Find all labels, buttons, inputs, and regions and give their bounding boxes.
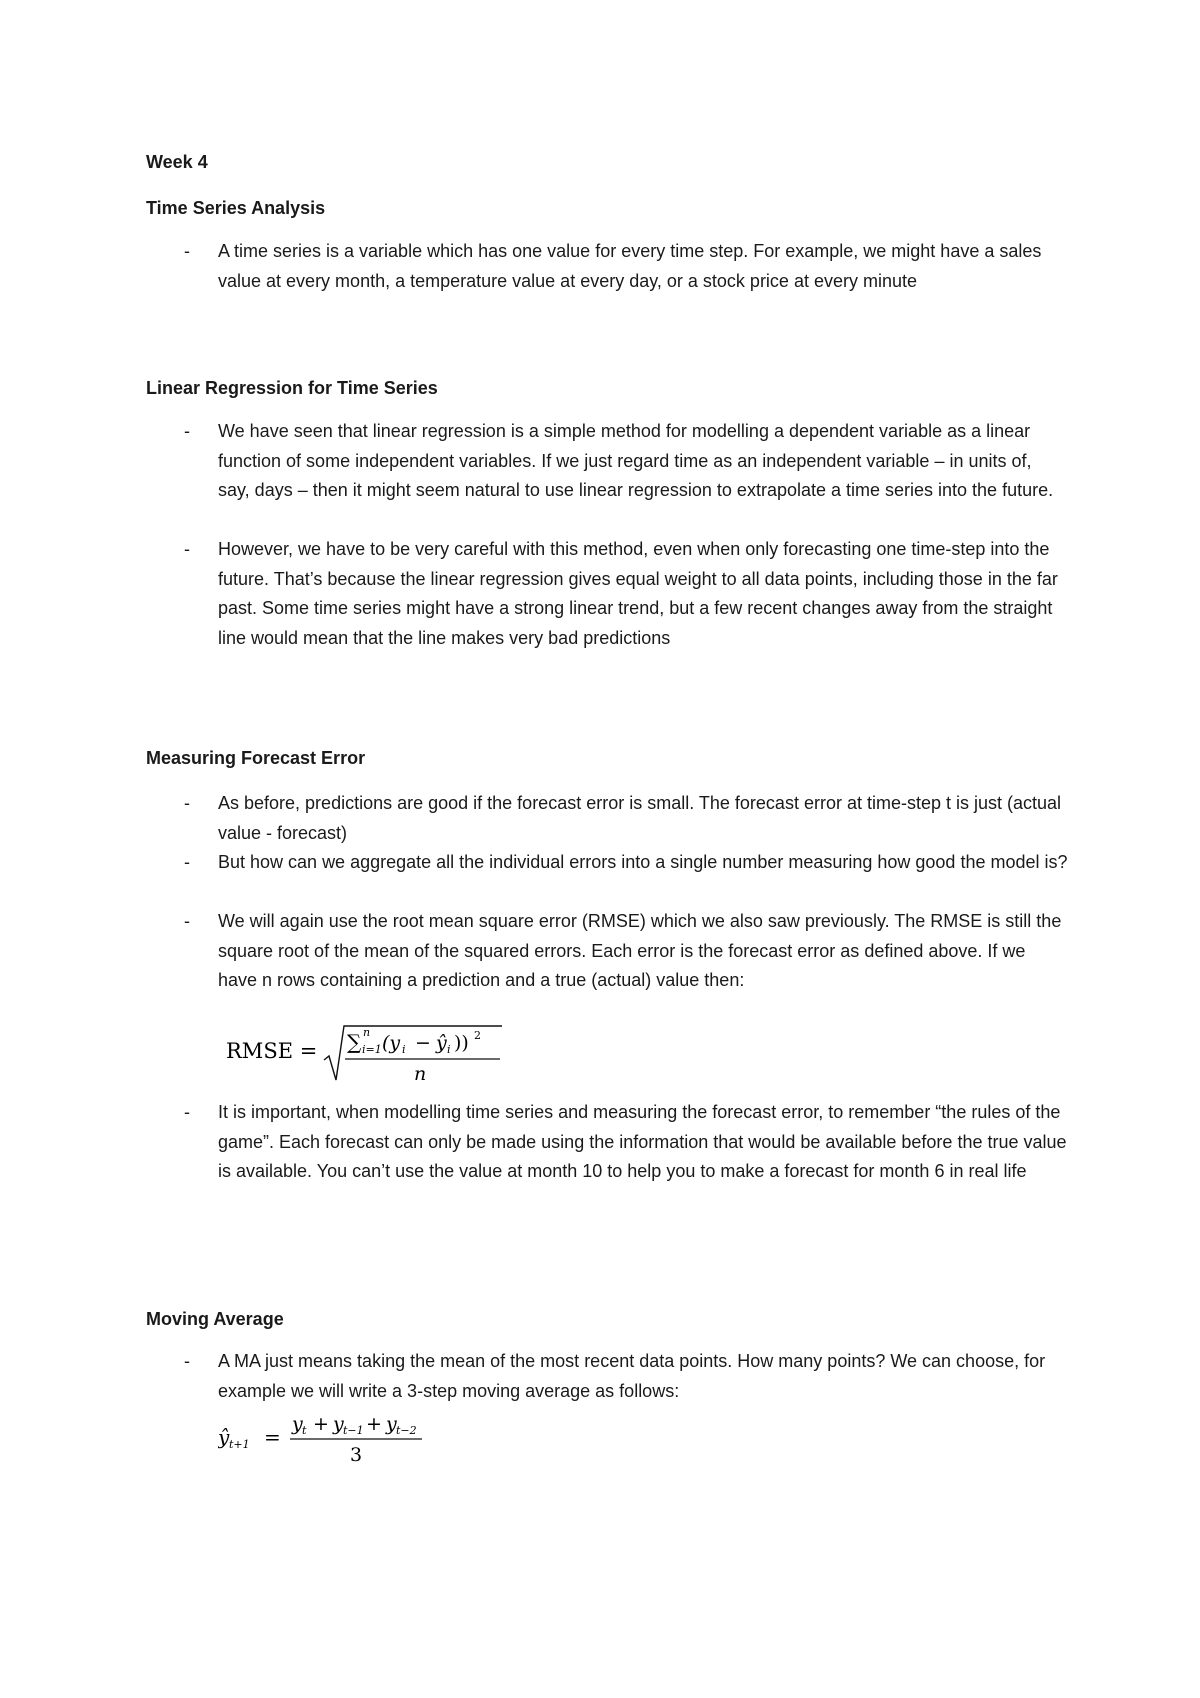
bullet-marker: - [184, 911, 190, 931]
ma-plus-1: + [313, 1413, 329, 1435]
numerator-y-index: i [402, 1043, 406, 1056]
bullet-marker: - [184, 1102, 190, 1122]
numerator-yhat: ŷ [436, 1032, 447, 1054]
ma-term-3: y [386, 1413, 397, 1435]
numerator-close: )) [454, 1032, 469, 1054]
minus-sign: − [415, 1032, 431, 1054]
bullet-text: However, we have to be very careful with this method, even when only forecasting one time-step into the future. That’s because the linear regression gives equal weight to all data points, including those in the far past. Some time series might have a strong linear trend, but a few recent changes away from the straight line would mean that the line makes very bad predictions [218, 539, 1058, 648]
ma-denominator: 3 [350, 1444, 363, 1466]
list-item [146, 789, 1076, 849]
section-heading-linear-regression: Linear Regression for Time Series [146, 378, 438, 398]
list-item [146, 535, 1076, 683]
sum-symbol: ∑ [347, 1030, 362, 1054]
section-heading-time-series-analysis: Time Series Analysis [146, 198, 326, 218]
list-item [146, 1098, 1076, 1216]
bullet-marker: - [184, 1351, 190, 1371]
bullet-text: But how can we aggregate all the individual errors into a single number measuring how good the model is? [218, 852, 1068, 872]
ma-term-3-sub: t−2 [396, 1424, 417, 1437]
numerator-y: (y [382, 1032, 401, 1054]
sum-lower-limit: i=1 [362, 1043, 382, 1056]
ma-lhs-yhat: ŷ [218, 1425, 230, 1449]
section-heading-measuring-forecast-error: Measuring Forecast Error [146, 748, 366, 768]
ma-term-2: y [333, 1413, 344, 1435]
ma-plus-2: + [366, 1413, 382, 1435]
week-title: Week 4 [146, 152, 208, 172]
bullet-marker: - [184, 539, 190, 559]
ma-term-1-sub: t [302, 1424, 307, 1437]
list-item [146, 417, 1076, 535]
ma-lhs-subscript: t+1 [229, 1438, 250, 1451]
bullet-text: It is important, when modelling time series and measuring the forecast error, to remember “the rules of the game”. Each forecast can only be made using the information that would be available before the true value is available. You can’t use the value at month 10 to help you to make a forecast for month 6 in real life [218, 1102, 1067, 1181]
sum-upper-limit: n [363, 1026, 371, 1039]
denominator-n: n [414, 1063, 427, 1084]
rmse-lhs: RMSE = [226, 1039, 318, 1063]
moving-average-formula [218, 1408, 458, 1470]
bullet-text: As before, predictions are good if the forecast error is small. The forecast error at time-step t is just (actual value - forecast) [218, 793, 1062, 843]
bullet-marker: - [184, 241, 190, 261]
list-item [146, 1347, 1076, 1407]
bullet-text: We will again use the root mean square error (RMSE) which we also saw previously. The RMSE is still the square root of the mean of the squared errors. Each error is the forecast error as defined above. If we have n rows containing a prediction and a true (actual) value then: [218, 911, 1062, 990]
bullet-text: A MA just means taking the mean of the most recent data points. How many points? We can choose, for example we will write a 3-step moving average as follows: [218, 1351, 1046, 1401]
bullet-marker: - [184, 421, 190, 441]
bullet-text: A time series is a variable which has one value for every time step. For example, we might have a sales value at every month, a temperature value at every day, or a stock price at every minute [218, 241, 1042, 291]
ma-term-2-sub: t−1 [343, 1424, 364, 1437]
square-exponent: 2 [474, 1029, 481, 1042]
ma-equals: = [264, 1425, 281, 1449]
section-heading-moving-average: Moving Average [146, 1309, 284, 1329]
list-item [146, 848, 1076, 908]
numerator-yhat-index: i [447, 1043, 451, 1056]
bullet-text: We have seen that linear regression is a simple method for modelling a dependent variable as a linear function of some independent variables. If we just regard time as an independent variable – in units of, say, days – then it might seem natural to use linear regression to extrapolate a time series into the future. [218, 421, 1054, 500]
list-item [146, 237, 1076, 327]
ma-term-1: y [292, 1413, 303, 1435]
bullet-marker: - [184, 793, 190, 813]
moving-average-formula-graphic [218, 1408, 458, 1470]
bullet-marker: - [184, 852, 190, 872]
rmse-formula-graphic [226, 1022, 526, 1084]
rmse-formula [226, 1022, 526, 1084]
list-item [146, 907, 1076, 1025]
